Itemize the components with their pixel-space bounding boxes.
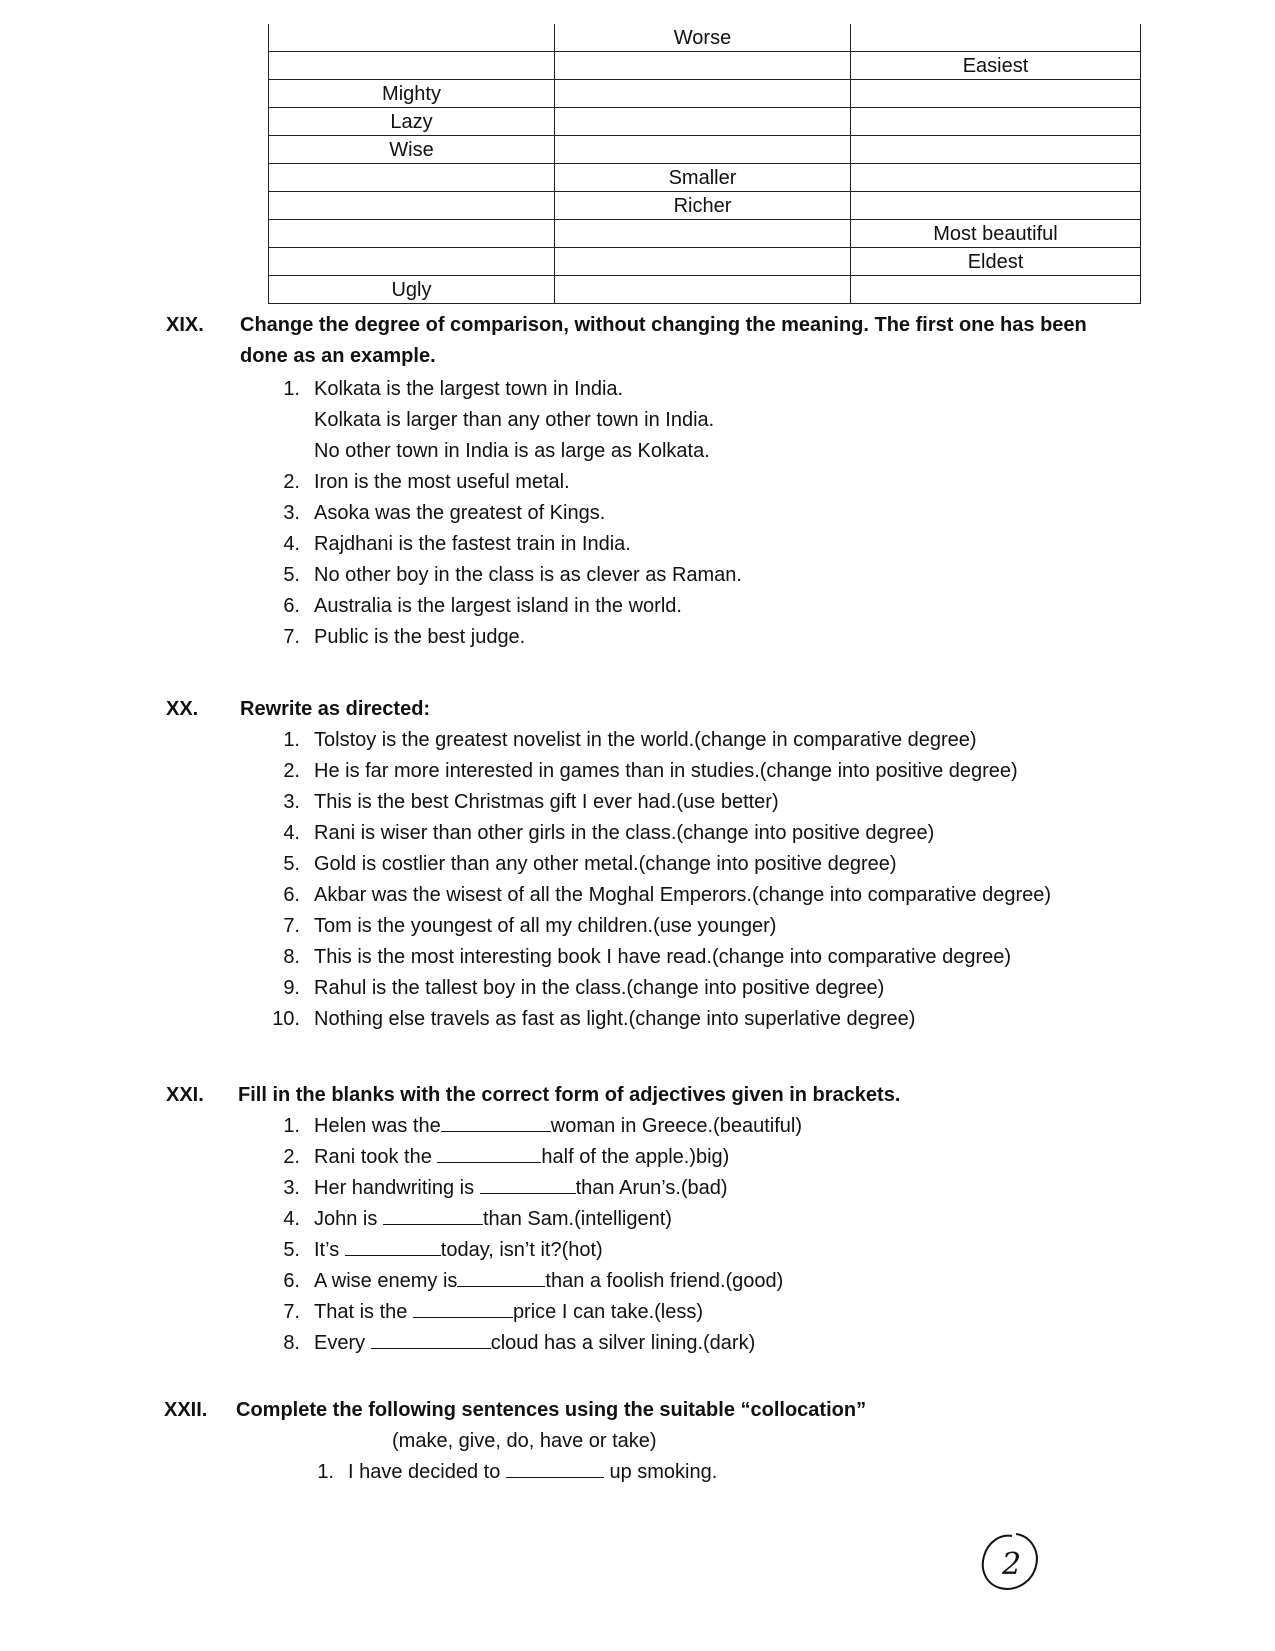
table-row (269, 164, 1141, 192)
answer-blank[interactable] (457, 1268, 545, 1287)
item-number: 3. (283, 502, 300, 524)
item-text-before-blank: I have decided to (348, 1461, 506, 1483)
table-cell (851, 24, 1141, 52)
answer-blank[interactable] (437, 1144, 541, 1163)
table-cell (555, 276, 851, 304)
item-text: Akbar was the wisest of all the Moghal Emperors.(change into comparative degree) (314, 884, 1052, 906)
item-text (314, 1235, 603, 1266)
list-item (270, 436, 1130, 467)
list-item (270, 973, 1150, 1004)
answer-blank[interactable] (441, 1113, 551, 1132)
item-number: 1. (283, 378, 300, 400)
question-instruction-xix: Change the degree of comparison, without changing the meaning. The first one has been done as an example. (240, 314, 1087, 367)
list-item (270, 849, 1150, 880)
list-item (304, 1457, 1104, 1488)
collocation-options: (make, give, do, have or take) (392, 1430, 657, 1452)
list-item (270, 818, 1150, 849)
list-item (270, 1235, 1130, 1266)
item-text-before-blank: Every (314, 1332, 371, 1354)
table-cell (555, 248, 851, 276)
item-text: Nothing else travels as fast as light.(change into superlative degree) (314, 1008, 916, 1030)
answer-blank[interactable] (480, 1175, 576, 1194)
table-row (269, 248, 1141, 276)
table-cell (555, 108, 851, 136)
table-cell (269, 164, 555, 192)
list-item (270, 1266, 1130, 1297)
table-cell: Eldest (851, 248, 1141, 276)
item-text: Rahul is the tallest boy in the class.(change into positive degree) (314, 977, 885, 999)
item-text-after-blank: price I can take.(less) (512, 1301, 704, 1323)
item-text-after-blank: today, isn’t it?(hot) (440, 1239, 603, 1261)
item-text: This is the best Christmas gift I ever had.(use better) (314, 791, 779, 813)
table-row (269, 108, 1141, 136)
list-item (270, 942, 1150, 973)
item-number: 7. (283, 1301, 300, 1323)
item-text: Asoka was the greatest of Kings. (314, 502, 606, 524)
list-item (270, 374, 1130, 405)
item-text: No other boy in the class is as clever as Raman. (314, 564, 742, 586)
table-cell: Mighty (269, 80, 555, 108)
item-number: 8. (283, 946, 300, 968)
table-cell: Ugly (269, 276, 555, 304)
item-number: 5. (283, 1239, 300, 1261)
item-number: 6. (283, 1270, 300, 1292)
list-item (270, 756, 1150, 787)
table-row (269, 52, 1141, 80)
item-text-after-blank: woman in Greece.(beautiful) (550, 1115, 802, 1137)
table-cell: Lazy (269, 108, 555, 136)
item-text-before-blank: A wise enemy is (314, 1270, 458, 1292)
list-item (270, 405, 1130, 436)
item-number: 6. (283, 595, 300, 617)
question-instruction-xx: Rewrite as directed: (240, 698, 431, 720)
table-cell: Richer (555, 192, 851, 220)
item-text-after-blank: half of the apple.)big) (541, 1146, 730, 1168)
list-item (270, 1004, 1150, 1035)
item-text-before-blank: Helen was the (314, 1115, 441, 1137)
item-text: Tom is the youngest of all my children.(use younger) (314, 915, 777, 937)
list-item (270, 880, 1150, 911)
item-number: 3. (283, 791, 300, 813)
item-text-before-blank: Rani took the (314, 1146, 438, 1168)
item-number: 1. (283, 729, 300, 751)
item-text-before-blank: John is (314, 1208, 383, 1230)
question-list-xix (270, 374, 1130, 653)
list-item (270, 1297, 1130, 1328)
list-item (270, 560, 1130, 591)
table-cell: Smaller (555, 164, 851, 192)
item-text: Rajdhani is the fastest train in India. (314, 533, 631, 555)
list-item (270, 787, 1150, 818)
question-list-xx (270, 725, 1150, 1035)
item-number: 6. (283, 884, 300, 906)
item-text: Iron is the most useful metal. (314, 471, 570, 493)
item-text (314, 1328, 755, 1359)
comparison-table (268, 24, 1141, 304)
question-number-xx: XX. (166, 698, 199, 720)
table-cell (851, 192, 1141, 220)
table-cell (851, 276, 1141, 304)
table-cell: Most beautiful (851, 220, 1141, 248)
item-number: 4. (283, 1208, 300, 1230)
item-text-after-blank: than a foolish friend.(good) (545, 1270, 784, 1292)
table-cell (555, 52, 851, 80)
list-item (270, 467, 1130, 498)
answer-blank[interactable] (371, 1330, 491, 1349)
list-item (270, 529, 1130, 560)
item-number: 7. (283, 626, 300, 648)
question-number-xix: XIX. (166, 314, 204, 336)
item-text (314, 1173, 728, 1204)
table-cell: Worse (555, 24, 851, 52)
item-number: 5. (283, 853, 300, 875)
list-item (270, 1111, 1130, 1142)
item-text-after-blank: than Arun’s.(bad) (575, 1177, 728, 1199)
table-cell (269, 52, 555, 80)
table-cell (851, 136, 1141, 164)
item-text: This is the most interesting book I have read.(change into comparative degree) (314, 946, 1012, 968)
list-item (270, 498, 1130, 529)
table-row (269, 220, 1141, 248)
table-cell (555, 136, 851, 164)
item-number: 1. (283, 1115, 300, 1137)
table-cell (269, 220, 555, 248)
item-text (314, 1266, 783, 1297)
table-cell (269, 24, 555, 52)
item-number: 9. (283, 977, 300, 999)
list-item (270, 725, 1150, 756)
question-number-xxii: XXII. (164, 1399, 208, 1421)
answer-blank[interactable] (345, 1237, 441, 1256)
item-number: 1. (317, 1461, 334, 1483)
question-list-xxi (270, 1111, 1130, 1359)
item-number: 5. (283, 564, 300, 586)
answer-blank[interactable] (383, 1206, 483, 1225)
list-item (270, 622, 1130, 653)
list-item (270, 1328, 1130, 1359)
item-text: Public is the best judge. (314, 626, 526, 648)
item-number: 7. (283, 915, 300, 937)
item-text-before-blank: It’s (314, 1239, 345, 1261)
table-cell (851, 108, 1141, 136)
item-text (314, 1111, 802, 1142)
question-instruction-xxi: Fill in the blanks with the correct form of adjectives given in brackets. (238, 1084, 901, 1106)
list-item (270, 1204, 1130, 1235)
item-text: He is far more interested in games than in studies.(change into positive degree) (314, 760, 1018, 782)
item-text: Gold is costlier than any other metal.(change into positive degree) (314, 853, 897, 875)
item-text: Kolkata is larger than any other town in India. (314, 409, 715, 431)
list-item (270, 1173, 1130, 1204)
item-text-after-blank: cloud has a silver lining.(dark) (490, 1332, 756, 1354)
item-text (314, 1204, 672, 1235)
table-row (269, 80, 1141, 108)
table-cell (269, 192, 555, 220)
table-row (269, 192, 1141, 220)
list-item (270, 1142, 1130, 1173)
item-number: 4. (283, 533, 300, 555)
item-text: Tolstoy is the greatest novelist in the world.(change in comparative degree) (314, 729, 977, 751)
item-text: Kolkata is the largest town in India. (314, 378, 624, 400)
list-item (270, 591, 1130, 622)
table-cell (851, 164, 1141, 192)
question-instruction-xxii: Complete the following sentences using the suitable “collocation” (236, 1399, 867, 1421)
table-cell: Easiest (851, 52, 1141, 80)
question-number-xxi: XXI. (166, 1084, 204, 1106)
item-text: Rani is wiser than other girls in the class.(change into positive degree) (314, 822, 935, 844)
table-cell (555, 80, 851, 108)
item-text-before-blank: Her handwriting is (314, 1177, 480, 1199)
item-number: 2. (283, 1146, 300, 1168)
item-number: 10. (272, 1008, 300, 1030)
list-item (270, 911, 1150, 942)
item-text-before-blank: That is the (314, 1301, 413, 1323)
table-row (269, 276, 1141, 304)
item-number: 3. (283, 1177, 300, 1199)
item-number: 2. (283, 760, 300, 782)
item-text-after-blank: than Sam.(intelligent) (482, 1208, 672, 1230)
item-text (314, 1142, 729, 1173)
item-text: No other town in India is as large as Kolkata. (314, 440, 710, 462)
question-list-xxii (304, 1457, 1104, 1488)
item-number: 4. (283, 822, 300, 844)
table-cell (555, 220, 851, 248)
table-row (269, 24, 1141, 52)
page-number-mark (978, 1530, 1042, 1594)
answer-blank[interactable] (413, 1299, 513, 1318)
item-text (314, 1297, 703, 1328)
answer-blank[interactable] (506, 1459, 604, 1478)
table-cell (269, 248, 555, 276)
item-number: 2. (283, 471, 300, 493)
item-text (348, 1457, 717, 1488)
page-number-text: 2 (1002, 1547, 1022, 1582)
item-text: Australia is the largest island in the world. (314, 595, 682, 617)
table-cell: Wise (269, 136, 555, 164)
item-number: 8. (283, 1332, 300, 1354)
table-cell (851, 80, 1141, 108)
item-text-after-blank: up smoking. (603, 1461, 718, 1483)
table-row (269, 136, 1141, 164)
